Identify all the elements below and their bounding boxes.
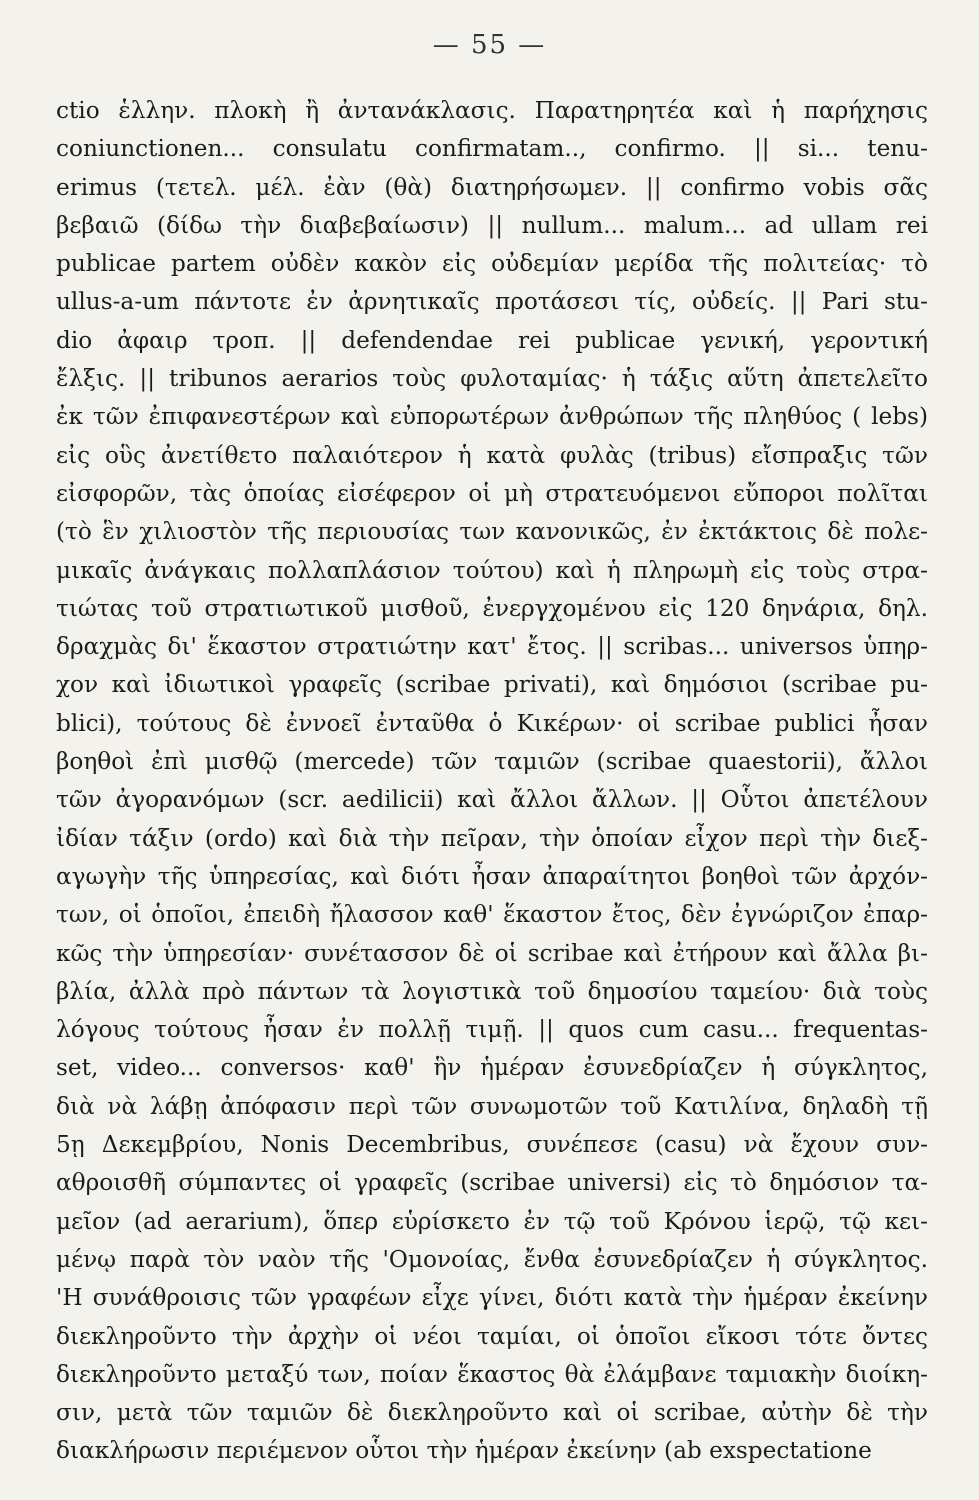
text-line: ἐκ τῶν ἐπιφανεστέρων καὶ εὐπορωτέρων ἀνθρώπων τῆς πληθύος ( lebs) [56,403,928,431]
text-line: publicae partem οὐδὲν κακὸν εἰς οὐδεμίαν μερίδα τῆς πολιτείας· τὸ [56,250,928,278]
text-line: erimus (τετελ. μέλ. ἐὰν (θὰ) διατηρήσωμεν. || confirmo vobis σᾶς [56,173,928,201]
text-line: ctio ἑλλην. πλοκὴ ἢ ἀντανάκλασις. Παρατηρητέα καὶ ἡ παρήχησις [56,97,928,124]
text-line: blici), τούτους δὲ ἐννοεῖ ἐνταῦθα ὁ Κικέρων· οἱ scribae publici ἦσαν [56,709,928,737]
text-line: διεκληροῦντο τὴν ἀρχὴν οἱ νέοι ταμίαι, οἱ ὁποῖοι εἴκοσι τότε ὄντες [56,1322,928,1350]
text-line: εἰσφορῶν, τὰς ὁποίας εἰσέφερον οἱ μὴ στρατευόμενοι εὔποροι πολῖται [56,479,928,507]
text-line: 5ῃ Δεκεμβρίου, Nonis Decembribus, συνέπεσε (casu) νὰ ἔχουν συν- [56,1131,928,1159]
text-line: κῶς τὴν ὑπηρεσίαν· συνέτασσον δὲ οἱ scribae καὶ ἐτήρουν καὶ ἄλλα βι- [56,939,928,967]
text-line: βοηθοὶ ἐπὶ μισθῷ (mercede) τῶν ταμιῶν (scribae quaestorii), ἄλλοι [56,748,928,776]
text-line: ἔλξις. || tribunos aerarios τοὺς φυλοταμίας· ἡ τάξις αὕτη ἀπετελεῖτο [56,365,928,393]
text-line: βεβαιῶ (δίδω τὴν διαβεβαίωσιν) || nullum... malum... ad ullam rei [56,211,928,239]
text-line: σιν, μετὰ τῶν ταμιῶν δὲ διεκληροῦντο καὶ οἱ scribae, αὐτὴν δὲ τὴν [56,1399,928,1427]
text-line: λόγους τούτους ἦσαν ἐν πολλῇ τιμῇ. || quos cum casu... frequentas- [56,1016,928,1044]
text-line: μένῳ παρὰ τὸν ναὸν τῆς 'Ομονοίας, ἔνθα ἐσυνεδρίαζεν ἡ σύγκλητος. [56,1245,928,1273]
text-line: αγωγὴν τῆς ὑπηρεσίας, καὶ διότι ἦσαν ἀπαραίτητοι βοηθοὶ τῶν ἀρχόν- [56,862,928,890]
text-line: dio ἀφαιρ τροπ. || defendendae rei publicae γενική, γεροντική [56,326,928,354]
text-line: διεκληροῦντο μεταξύ των, ποίαν ἕκαστος θὰ ἐλάμβανε ταμιακὴν διοίκη- [56,1360,928,1388]
text-line: εἰς οὓς ἀνετίθετο παλαιότερον ἡ κατὰ φυλὰς (tribus) εἴσπραξις τῶν [56,441,928,469]
text-line: coniunctionen... consulatu confirmatam.., confirmo. || si... tenu- [56,135,928,163]
text-line: τιώτας τοῦ στρατιωτικοῦ μισθοῦ, ἐνεργχομένου εἰς 120 δηνάρια, δηλ. [56,594,928,622]
text-line: 'Η συνάθροισις τῶν γραφέων εἶχε γίνει, διότι κατὰ τὴν ἡμέραν ἐκείνην [56,1284,928,1312]
text-line: διὰ νὰ λάβῃ ἀπόφασιν περὶ τῶν συνωμοτῶν τοῦ Κατιλίνα, δηλαδὴ τῇ [56,1092,928,1120]
text-line: (τὸ ἓν χιλιοστὸν τῆς περιουσίας των κανονικῶς, ἐν ἐκτάκτοις δὲ πολε- [56,518,928,546]
text-line: των, οἱ ὁποῖοι, ἐπειδὴ ἤλασσον καθ' ἕκαστον ἔτος, δὲν ἐγνώριζον ἐπαρ- [56,901,928,929]
page-number: — 55 — [432,30,547,60]
text-line: δραχμὰς δι' ἕκαστον στρατιώτην κατ' ἔτος. || scribas... universos ὑπηρ- [56,633,928,661]
text-line: αθροισθῆ σύμπαντες οἱ γραφεῖς (scribae universi) εἰς τὸ δημόσιον τα- [56,1169,928,1197]
text-line: ullus-a-um πάντοτε ἐν ἀρνητικαῖς προτάσεσι τίς, οὐδείς. || Pari stu- [56,288,928,316]
text-line: ἰδίαν τάξιν (ordo) καὶ διὰ τὴν πεῖραν, τὴν ὁποίαν εἶχον περὶ τὴν διεξ- [56,824,928,852]
text-line: set, video... conversos· καθ' ἣν ἡμέραν ἐσυνεδρίαζεν ἡ σύγκλητος, [56,1054,928,1082]
text-line: χον καὶ ἰδιωτικοὶ γραφεῖς (scribae privati), καὶ δημόσιοι (scribae pu- [56,671,928,699]
text-line: διακλήρωσιν περιέμενον οὗτοι τὴν ἡμέραν ἐκείνην (ab exspectatione [56,1437,872,1465]
text-line: μεῖον (ad aerarium), ὅπερ εὑρίσκετο ἐν τῷ τοῦ Κρόνου ἱερῷ, τῷ κει- [56,1207,928,1235]
text-line: τῶν ἀγορανόμων (scr. aedilicii) καὶ ἄλλοι ἄλλων. || Οὗτοι ἀπετέλουν [56,786,928,814]
text-line: μικαῖς ἀνάγκαις πολλαπλάσιον τούτου) καὶ ἡ πληρωμὴ εἰς τοὺς στρα- [56,556,928,584]
commentary-text [56,92,928,1471]
text-line: βλία, ἀλλὰ πρὸ πάντων τὰ λογιστικὰ τοῦ δημοσίου ταμείου· διὰ τοὺς [56,977,928,1005]
